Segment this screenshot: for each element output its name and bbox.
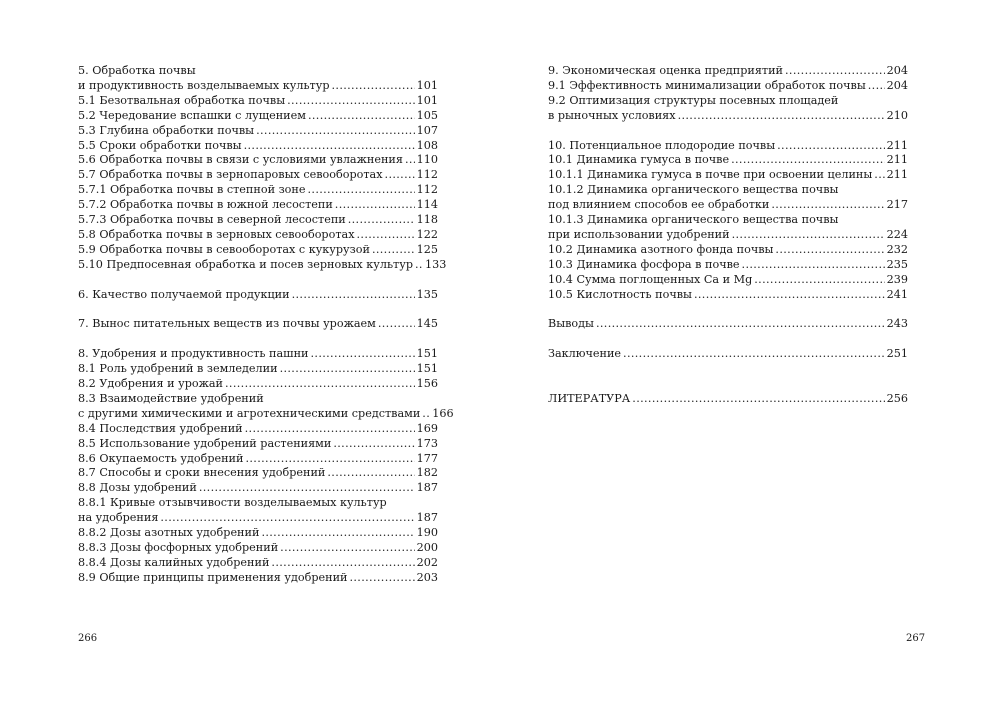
dot-leader	[405, 153, 415, 168]
toc-entry	[78, 153, 438, 168]
toc-entry-page-number: 112	[416, 168, 438, 182]
toc-entry-title: 5.8 Обработка почвы в зерновых севооборотах	[78, 227, 355, 241]
toc-entry-title: 5.5 Сроки обработки почвы	[78, 138, 242, 152]
toc-entry	[548, 183, 908, 213]
right-page	[495, 0, 990, 703]
toc-entry-title: 5.3 Глубина обработки почвы	[78, 123, 255, 137]
toc-entry-page-number: 182	[416, 466, 438, 480]
toc-entry-page-number: 166	[432, 406, 454, 420]
dot-leader	[245, 452, 414, 467]
dot-leader	[785, 64, 885, 79]
toc-entry	[78, 422, 438, 437]
section-spacer	[78, 302, 438, 317]
toc-entry-title: на удобрения	[78, 511, 159, 525]
dot-leader	[678, 109, 885, 124]
toc-entry-page-number: 210	[886, 108, 908, 122]
toc-entry-page-number: 239	[886, 272, 908, 286]
toc-entry-title: 8.5 Использование удобрений растениями	[78, 436, 332, 450]
toc-entry-title: 8.8 Дозы удобрений	[78, 481, 197, 495]
toc-entry-page-number: 204	[886, 78, 908, 92]
dot-leader	[225, 377, 415, 392]
toc-entry	[78, 288, 438, 303]
toc-entry-title: 8.6 Окупаемость удобрений	[78, 451, 244, 465]
dot-leader	[199, 481, 415, 496]
toc-entry-title: 8.2 Удобрения и урожай	[78, 376, 224, 390]
dot-leader	[385, 168, 415, 183]
toc-entry-title: 8.7 Способы и сроки внесения удобрений	[78, 466, 326, 480]
toc-entry	[78, 168, 438, 183]
toc-entry-page-number: 187	[416, 481, 438, 495]
toc-entry-page-number: 145	[416, 317, 438, 331]
page-number-left: 266	[78, 633, 98, 644]
dot-leader	[348, 213, 415, 228]
dot-leader	[349, 571, 414, 586]
toc-entry-page-number: 200	[416, 540, 438, 554]
toc-entry	[78, 228, 438, 243]
dot-leader	[632, 392, 884, 407]
dot-leader	[874, 168, 884, 183]
toc-entry-page-number: 224	[886, 227, 908, 241]
toc-entry-title: 10.5 Кислотность почвы	[548, 287, 692, 301]
toc-entry-page-number: 118	[416, 213, 438, 227]
toc-entry	[78, 124, 438, 139]
dot-leader	[332, 79, 415, 94]
toc-entry	[548, 64, 908, 79]
toc-entry	[78, 183, 438, 198]
toc-entry-title: Выводы	[548, 317, 594, 331]
toc-entry	[78, 362, 438, 377]
toc-entry-title: 5.2 Чередование вспашки с лущением	[78, 108, 306, 122]
toc-entry-title: 10.3 Динамика фосфора в почве	[548, 257, 740, 271]
toc-entry	[548, 168, 908, 183]
toc-entry-page-number: 177	[416, 451, 438, 465]
toc-entry-page-number: 187	[416, 511, 438, 525]
dot-leader	[422, 407, 430, 422]
toc-entry-title: при использовании удобрений	[548, 227, 730, 241]
dot-leader	[378, 317, 415, 332]
toc-entry-page-number: 211	[886, 138, 908, 152]
toc-entry-heading: 8.3 Взаимодействие удобрений	[78, 391, 264, 405]
toc-entry	[78, 541, 438, 556]
toc-entry-title: 8.1 Роль удобрений в земледелии	[78, 362, 278, 376]
dot-leader	[244, 139, 415, 154]
toc-entry	[78, 243, 438, 258]
toc-entry	[78, 257, 447, 273]
dot-leader	[732, 228, 885, 243]
toc-entry-title: 8.4 Последствия удобрений	[78, 421, 243, 435]
toc-entry-page-number: 114	[416, 198, 438, 212]
toc-entry-heading: 8.8.1 Кривые отзывчивости возделываемых культур	[78, 496, 387, 510]
toc-entry	[548, 347, 908, 362]
toc-entry-title: 10.2 Динамика азотного фонда почвы	[548, 242, 774, 256]
toc-entry-page-number: 173	[416, 436, 438, 450]
toc-entry	[548, 94, 908, 124]
section-spacer	[78, 332, 438, 347]
toc-entry-heading: 5. Обработка почвы	[78, 64, 196, 77]
toc-entry-title: 5.1 Безотвальная обработка почвы	[78, 93, 286, 107]
toc-entry-page-number: 122	[416, 227, 438, 241]
toc-entry-heading: 10.1.3 Динамика органического вещества почвы	[548, 213, 839, 227]
toc-entry-page-number: 243	[886, 317, 908, 331]
section-spacer	[548, 332, 908, 347]
dot-leader	[333, 437, 414, 452]
toc-entry	[78, 317, 438, 332]
section-spacer	[78, 273, 438, 288]
toc-entry-page-number: 204	[886, 64, 908, 77]
toc-entry	[548, 79, 908, 94]
dot-leader	[694, 288, 885, 303]
table-of-contents-right	[548, 64, 908, 407]
dot-leader	[357, 228, 415, 243]
toc-entry-title: 5.7.2 Обработка почвы в южной лесостепи	[78, 198, 333, 212]
toc-entry-page-number: 101	[416, 93, 438, 107]
toc-entry	[548, 288, 908, 303]
toc-entry	[78, 466, 438, 481]
dot-leader	[245, 422, 415, 437]
dot-leader	[742, 258, 885, 273]
toc-entry-page-number: 125	[416, 242, 438, 256]
toc-entry-page-number: 108	[416, 138, 438, 152]
toc-entry	[78, 64, 438, 94]
toc-entry	[548, 258, 908, 273]
dot-leader	[256, 124, 415, 139]
toc-entry-page-number: 203	[416, 570, 438, 584]
toc-entry-title: 7. Вынос питательных веществ из почвы урожаем	[78, 317, 376, 331]
dot-leader	[308, 183, 415, 198]
toc-entry-title: 8.8.4 Дозы калийных удобрений	[78, 555, 270, 569]
dot-leader	[271, 556, 414, 571]
dot-leader	[868, 79, 885, 94]
toc-entry-title: 10.1 Динамика гумуса в почве	[548, 153, 730, 167]
toc-entry	[78, 437, 438, 452]
toc-entry	[78, 109, 438, 124]
toc-entry	[548, 273, 908, 288]
toc-entry-title: 8. Удобрения и продуктивность пашни	[78, 347, 309, 361]
toc-entry-page-number: 156	[416, 376, 438, 390]
toc-entry-title: ЛИТЕРАТУРА	[548, 391, 631, 405]
toc-entry-page-number: 110	[416, 153, 438, 167]
dot-leader	[327, 466, 414, 481]
toc-entry-page-number: 101	[416, 78, 438, 92]
dot-leader	[308, 109, 415, 124]
dot-leader	[777, 139, 885, 154]
toc-entry-title: 5.7 Обработка почвы в зернопаровых севооборотах	[78, 168, 383, 182]
toc-entry	[78, 526, 438, 541]
toc-entry-title: 8.8.3 Дозы фосфорных удобрений	[78, 540, 279, 554]
toc-entry	[78, 571, 438, 586]
table-of-contents-left	[78, 64, 454, 586]
toc-entry-page-number: 211	[886, 153, 908, 167]
toc-entry-page-number: 133	[425, 257, 447, 271]
toc-entry-title: 9.1 Эффективность минимализации обработок почвы	[548, 78, 866, 92]
toc-entry-page-number: 232	[886, 242, 908, 256]
toc-entry	[548, 317, 908, 332]
toc-entry-page-number: 151	[416, 362, 438, 376]
dot-leader	[160, 511, 414, 526]
toc-entry-page-number: 211	[886, 168, 908, 182]
toc-entry-page-number: 151	[416, 347, 438, 361]
toc-entry-page-number: 241	[886, 287, 908, 301]
toc-entry-title: с другими химическими и агротехническими средствами	[78, 406, 421, 420]
toc-entry-page-number: 135	[416, 287, 438, 301]
dot-leader	[775, 243, 884, 258]
toc-entry-page-number: 256	[886, 391, 908, 405]
toc-entry-page-number: 190	[416, 526, 438, 540]
dot-leader	[261, 526, 414, 541]
toc-entry	[78, 213, 438, 228]
toc-entry	[78, 556, 438, 571]
toc-entry-page-number: 169	[416, 421, 438, 435]
toc-entry-title: 5.6 Обработка почвы в связи с условиями увлажнения	[78, 153, 403, 167]
dot-leader	[731, 153, 885, 168]
toc-entry	[78, 377, 438, 392]
toc-entry	[548, 392, 908, 407]
dot-leader	[623, 347, 885, 362]
toc-entry-title: 10.1.1 Динамика гумуса в почве при освоении целины	[548, 168, 873, 182]
toc-entry-page-number: 251	[886, 347, 908, 361]
toc-entry	[548, 139, 908, 154]
dot-leader	[335, 198, 415, 213]
section-spacer	[548, 302, 908, 317]
toc-entry-heading: 9.2 Оптимизация структуры посевных площадей	[548, 93, 839, 107]
dot-leader	[280, 362, 415, 377]
toc-entry-title: 5.7.1 Обработка почвы в степной зоне	[78, 183, 306, 197]
dot-leader	[292, 288, 415, 303]
toc-entry	[548, 243, 908, 258]
toc-entry-page-number: 202	[416, 555, 438, 569]
toc-entry-heading: 10.1.2 Динамика органического вещества почвы	[548, 183, 839, 197]
toc-entry	[78, 94, 438, 109]
toc-entry-title: 5.7.3 Обработка почвы в северной лесостепи	[78, 213, 346, 227]
dot-leader	[415, 258, 423, 273]
toc-entry-title: 8.9 Общие принципы применения удобрений	[78, 570, 348, 584]
toc-entry-page-number: 107	[416, 123, 438, 137]
dot-leader	[311, 347, 415, 362]
toc-entry	[548, 213, 908, 243]
page-number-right: 267	[906, 633, 926, 644]
toc-entry-title: под влиянием способов ее обработки	[548, 198, 770, 212]
dot-leader	[754, 273, 884, 288]
toc-entry-title: 6. Качество получаемой продукции	[78, 287, 290, 301]
toc-entry-title: 9. Экономическая оценка предприятий	[548, 64, 784, 77]
dot-leader	[280, 541, 414, 556]
dot-leader	[596, 317, 885, 332]
toc-entry-title: Заключение	[548, 347, 622, 361]
toc-entry	[78, 496, 438, 526]
dot-leader	[287, 94, 415, 109]
toc-entry	[78, 391, 454, 422]
toc-entry-title: в рыночных условиях	[548, 108, 676, 122]
section-spacer	[548, 124, 908, 139]
toc-entry-title: 8.8.2 Дозы азотных удобрений	[78, 526, 260, 540]
dot-leader	[372, 243, 415, 258]
toc-entry-title: 10.4 Сумма поглощенных Ca и Mg	[548, 272, 753, 286]
toc-entry	[78, 452, 438, 467]
toc-entry-title: 5.9 Обработка почвы в севооборотах с кукурузой	[78, 242, 370, 256]
toc-entry-title: 10. Потенциальное плодородие почвы	[548, 138, 776, 152]
toc-entry-page-number: 112	[416, 183, 438, 197]
section-spacer	[548, 362, 908, 392]
toc-entry	[78, 347, 438, 362]
toc-entry-page-number: 105	[416, 108, 438, 122]
toc-entry	[78, 198, 438, 213]
toc-entry-page-number: 235	[886, 257, 908, 271]
toc-entry-page-number: 217	[886, 198, 908, 212]
dot-leader	[771, 198, 884, 213]
toc-entry-title: 5.10 Предпосевная обработка и посев зерновых культур	[78, 257, 413, 271]
toc-entry	[548, 153, 908, 168]
toc-entry	[78, 139, 438, 154]
toc-entry	[78, 481, 438, 496]
toc-entry-title: и продуктивность возделываемых культур	[78, 78, 330, 92]
